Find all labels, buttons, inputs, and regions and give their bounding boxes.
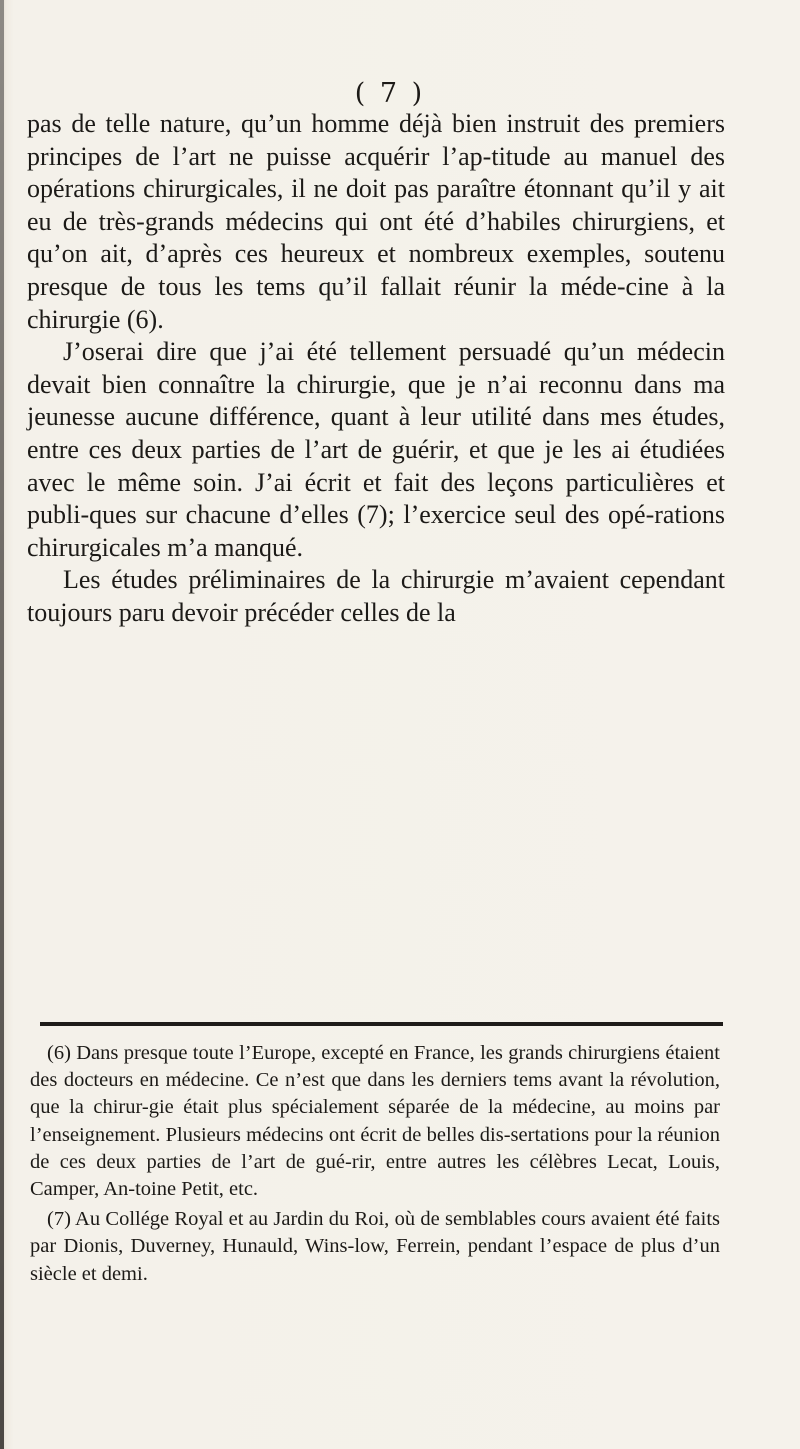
footnotes — [30, 1040, 720, 1288]
footnote-7: (7) Au Collége Royal et au Jardin du Roi, où de semblables cours avaient été faits par Dionis, Duverney, Hunauld, Wins-low, Ferrein, pendant l’espace de plus d’un siècle et demi. — [30, 1208, 720, 1285]
paragraph-2: J’oserai dire que j’ai été tellement persuadé qu’un médecin devait bien connaître la chirurgie, que je n’ai reconnu dans ma jeunesse aucune différence, quant à leur utilité dans mes études, entre ces deux parties de l’art de guérir, et que je les ai étudiées avec le même soin. J’ai écrit et fait des leçons particulières et publi-ques sur chacune d’elles (7); l’exercice seul des opé-rations chirurgicales m’a manqué. — [27, 337, 725, 562]
page-number: ( 7 ) — [354, 78, 426, 109]
main-text — [27, 108, 725, 630]
footnote-6: (6) Dans presque toute l’Europe, excepté en France, les grands chirurgiens étaient des docteurs en médecine. Ce n’est que dans les derniers tems avant la révolution, que la chirur-gie était plus spécialement séparée de la médecine, au moins par l’enseignement. Plusieurs médecins ont écrit de belles dis-sertations pour la réunion de ces deux parties de l’art de gué-rir, entre autres les célèbres Lecat, Louis, Camper, An-toine Petit, etc. — [30, 1042, 720, 1201]
footnote-separator-rule — [40, 1022, 723, 1026]
binding-edge — [0, 0, 4, 1449]
paragraph-3: Les études préliminaires de la chirurgie m’avaient cependant toujours paru devoir précéder celles de la — [27, 565, 725, 627]
paragraph-1: pas de telle nature, qu’un homme déjà bien instruit des premiers principes de l’art ne puisse acquérir l’ap-titude au manuel des opérations chirurgicales, il ne doit pas paraître étonnant qu’il y ait eu de très-grands médecins qui ont été d’habiles chirurgiens, et qu’on ait, d’après ces heureux et nombreux exemples, soutenu presque de tous les tems qu’il fallait réunir la méde-cine à la chirurgie (6). — [27, 109, 725, 334]
